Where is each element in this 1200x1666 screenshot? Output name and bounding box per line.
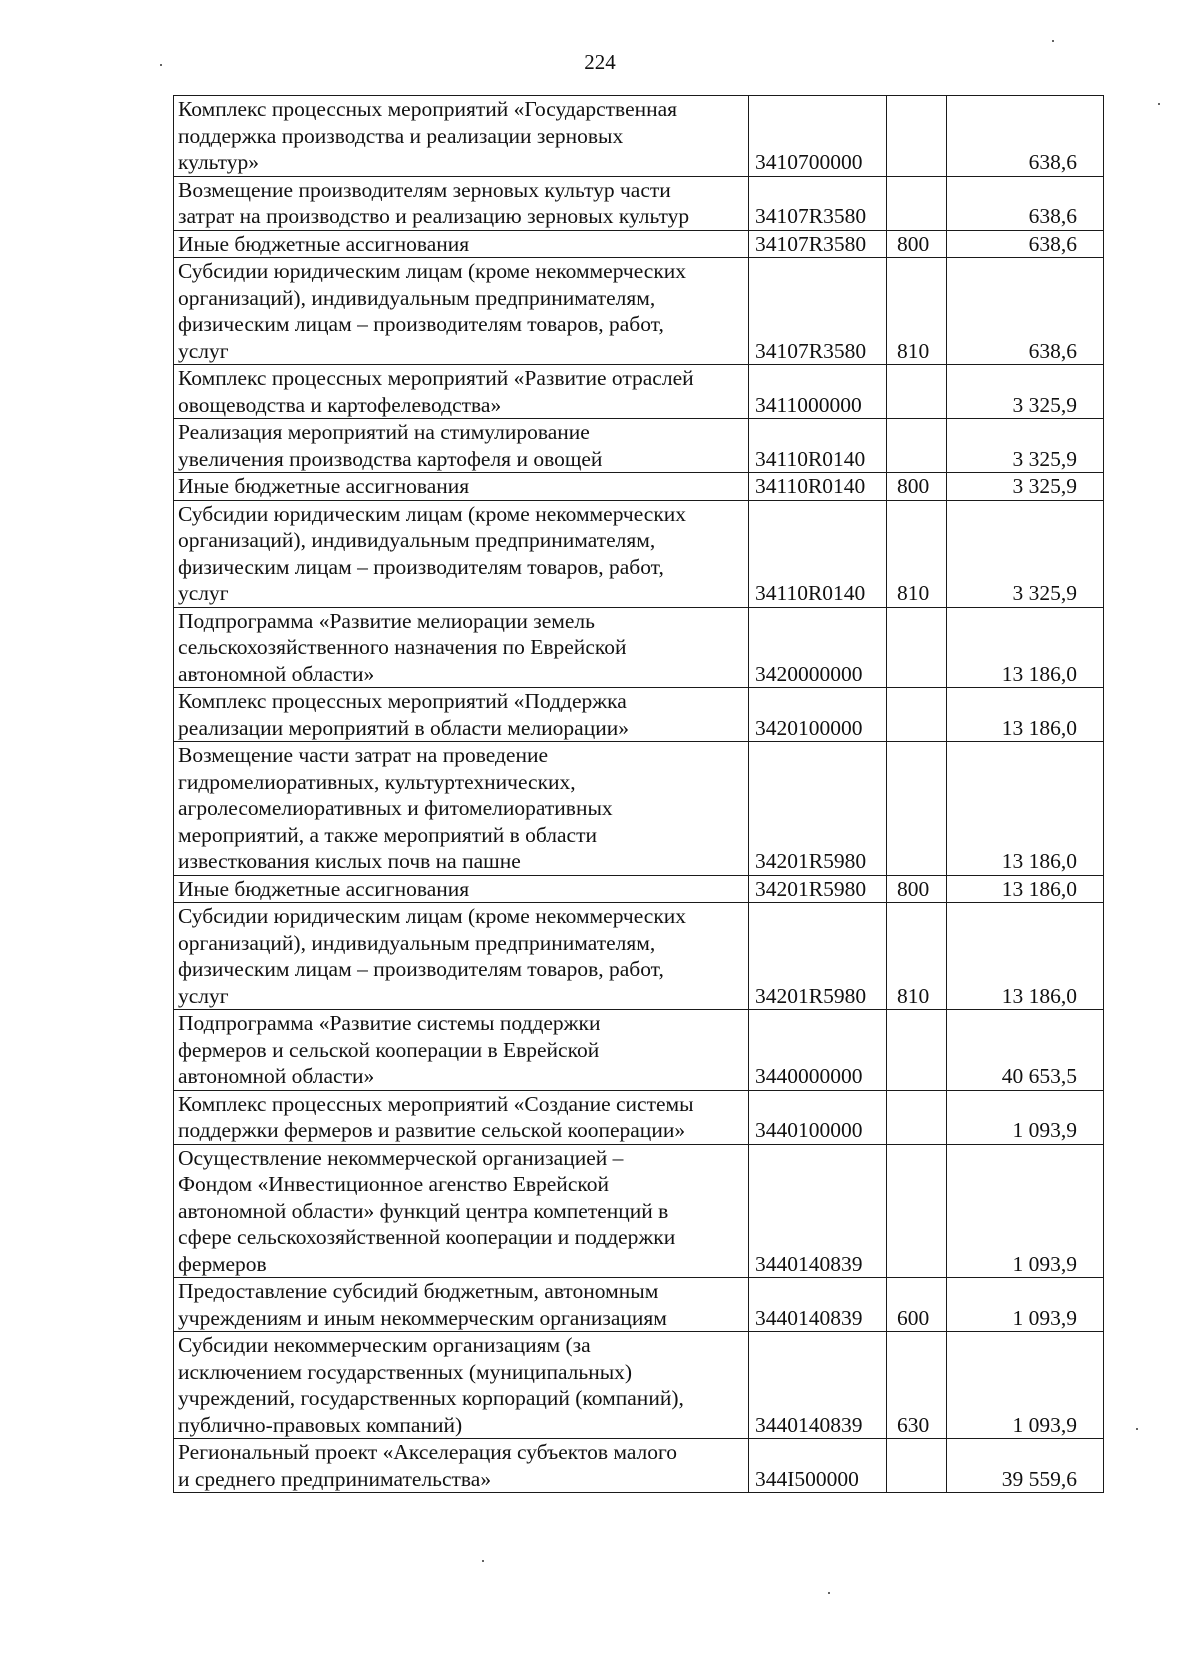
table-row [174, 607, 1104, 688]
row-code-cell: 34107R3580 [749, 176, 887, 230]
row-sum-cell: 3 325,9 [947, 365, 1104, 419]
row-sum-cell: 1 093,9 [947, 1278, 1104, 1332]
row-code-cell: 34201R5980 [749, 903, 887, 1010]
row-vr-cell: 800 [887, 230, 947, 258]
row-sum-cell: 13 186,0 [947, 903, 1104, 1010]
row-name-cell: Субсидии юридическим лицам (кроме некоммерческих организаций), индивидуальным предпринимателям, физическим лицам – производителям товаров, работ, услуг [174, 903, 749, 1010]
row-code-cell: 3440100000 [749, 1090, 887, 1144]
row-code-cell: 34201R5980 [749, 875, 887, 903]
table-row [174, 96, 1104, 177]
row-sum-cell: 13 186,0 [947, 742, 1104, 876]
scan-speck [1136, 1428, 1138, 1430]
row-vr-cell [887, 607, 947, 688]
row-code-cell: 34107R3580 [749, 230, 887, 258]
row-code-cell: 3440140839 [749, 1278, 887, 1332]
row-name-cell: Субсидии юридическим лицам (кроме некоммерческих организаций), индивидуальным предпринимателям, физическим лицам – производителям товаров, работ, услуг [174, 500, 749, 607]
table-row [174, 875, 1104, 903]
table-row [174, 903, 1104, 1010]
row-sum-cell: 1 093,9 [947, 1090, 1104, 1144]
row-sum-cell: 13 186,0 [947, 688, 1104, 742]
table-row [174, 688, 1104, 742]
row-vr-cell [887, 365, 947, 419]
row-sum-cell: 13 186,0 [947, 607, 1104, 688]
table-row [174, 230, 1104, 258]
scan-speck [160, 64, 162, 66]
row-vr-cell: 600 [887, 1278, 947, 1332]
scan-speck [1158, 103, 1160, 105]
table-row [174, 1090, 1104, 1144]
row-vr-cell [887, 688, 947, 742]
row-name-cell: Иные бюджетные ассигнования [174, 473, 749, 501]
row-sum-cell: 39 559,6 [947, 1439, 1104, 1493]
scan-speck [828, 1592, 830, 1594]
row-vr-cell [887, 419, 947, 473]
row-code-cell: 344I500000 [749, 1439, 887, 1493]
row-vr-cell [887, 742, 947, 876]
row-code-cell: 3420000000 [749, 607, 887, 688]
row-name-cell: Реализация мероприятий на стимулирование увеличения производства картофеля и овощей [174, 419, 749, 473]
row-code-cell: 34107R3580 [749, 258, 887, 365]
row-name-cell: Подпрограмма «Развитие мелиорации земель сельскохозяйственного назначения по Еврейской автономной области» [174, 607, 749, 688]
row-sum-cell: 3 325,9 [947, 419, 1104, 473]
table-row [174, 1278, 1104, 1332]
table-row [174, 1144, 1104, 1278]
row-sum-cell: 3 325,9 [947, 500, 1104, 607]
row-sum-cell: 1 093,9 [947, 1144, 1104, 1278]
table-row [174, 258, 1104, 365]
page-number: 224 [584, 50, 616, 74]
row-vr-cell [887, 1144, 947, 1278]
row-sum-cell: 638,6 [947, 230, 1104, 258]
row-code-cell: 34110R0140 [749, 500, 887, 607]
table-row [174, 500, 1104, 607]
row-name-cell: Предоставление субсидий бюджетным, автономным учреждениям и иным некоммерческим организациям [174, 1278, 749, 1332]
scan-speck [1052, 40, 1054, 42]
row-vr-cell: 800 [887, 875, 947, 903]
table-row [174, 742, 1104, 876]
row-code-cell: 3440140839 [749, 1332, 887, 1439]
row-code-cell: 34110R0140 [749, 473, 887, 501]
row-code-cell: 3420100000 [749, 688, 887, 742]
row-sum-cell: 40 653,5 [947, 1010, 1104, 1091]
row-vr-cell: 810 [887, 500, 947, 607]
row-vr-cell: 810 [887, 258, 947, 365]
row-name-cell: Осуществление некоммерческой организацией – Фондом «Инвестиционное агенство Еврейской автономной области» функций центра компетенций в сфере сельскохозяйственной кооперации и поддержки фермеров [174, 1144, 749, 1278]
row-vr-cell: 800 [887, 473, 947, 501]
row-vr-cell [887, 96, 947, 177]
table-row [174, 1332, 1104, 1439]
row-name-cell: Возмещение части затрат на проведение гидромелиоративных, культуртехнических, агролесомелиоративных и фитомелиоративных мероприятий, а также мероприятий в области известкования кислых почв на пашне [174, 742, 749, 876]
row-code-cell: 34201R5980 [749, 742, 887, 876]
row-sum-cell: 638,6 [947, 176, 1104, 230]
row-name-cell: Субсидии некоммерческим организациям (за исключением государственных (муниципальных) учреждений, государственных корпораций (компаний), публично-правовых компаний) [174, 1332, 749, 1439]
row-name-cell: Иные бюджетные ассигнования [174, 230, 749, 258]
row-vr-cell [887, 1439, 947, 1493]
table-row [174, 176, 1104, 230]
budget-table [173, 95, 1104, 1493]
table-row [174, 1010, 1104, 1091]
row-name-cell: Комплекс процессных мероприятий «Создание системы поддержки фермеров и развитие сельской кооперации» [174, 1090, 749, 1144]
row-sum-cell: 638,6 [947, 96, 1104, 177]
row-vr-cell: 810 [887, 903, 947, 1010]
row-name-cell: Комплекс процессных мероприятий «Развитие отраслей овощеводства и картофелеводства» [174, 365, 749, 419]
row-vr-cell [887, 1010, 947, 1091]
row-name-cell: Субсидии юридическим лицам (кроме некоммерческих организаций), индивидуальным предпринимателям, физическим лицам – производителям товаров, работ, услуг [174, 258, 749, 365]
row-code-cell: 3410700000 [749, 96, 887, 177]
row-sum-cell: 638,6 [947, 258, 1104, 365]
row-code-cell: 34110R0140 [749, 419, 887, 473]
scan-speck [482, 1560, 484, 1562]
row-code-cell: 3440000000 [749, 1010, 887, 1091]
row-vr-cell [887, 1090, 947, 1144]
table-row [174, 365, 1104, 419]
table-row [174, 419, 1104, 473]
row-name-cell: Подпрограмма «Развитие системы поддержки фермеров и сельской кооперации в Еврейской автономной области» [174, 1010, 749, 1091]
row-name-cell: Региональный проект «Акселерация субъектов малого и среднего предпринимательства» [174, 1439, 749, 1493]
row-vr-cell: 630 [887, 1332, 947, 1439]
table-row [174, 473, 1104, 501]
table-body [174, 96, 1104, 1493]
row-code-cell: 3440140839 [749, 1144, 887, 1278]
row-vr-cell [887, 176, 947, 230]
row-sum-cell: 1 093,9 [947, 1332, 1104, 1439]
row-sum-cell: 13 186,0 [947, 875, 1104, 903]
row-code-cell: 3411000000 [749, 365, 887, 419]
row-name-cell: Возмещение производителям зерновых культур части затрат на производство и реализацию зерновых культур [174, 176, 749, 230]
row-name-cell: Иные бюджетные ассигнования [174, 875, 749, 903]
table-row [174, 1439, 1104, 1493]
row-name-cell: Комплекс процессных мероприятий «Государственная поддержка производства и реализации зерновых культур» [174, 96, 749, 177]
row-sum-cell: 3 325,9 [947, 473, 1104, 501]
row-name-cell: Комплекс процессных мероприятий «Поддержка реализации мероприятий в области мелиорации» [174, 688, 749, 742]
